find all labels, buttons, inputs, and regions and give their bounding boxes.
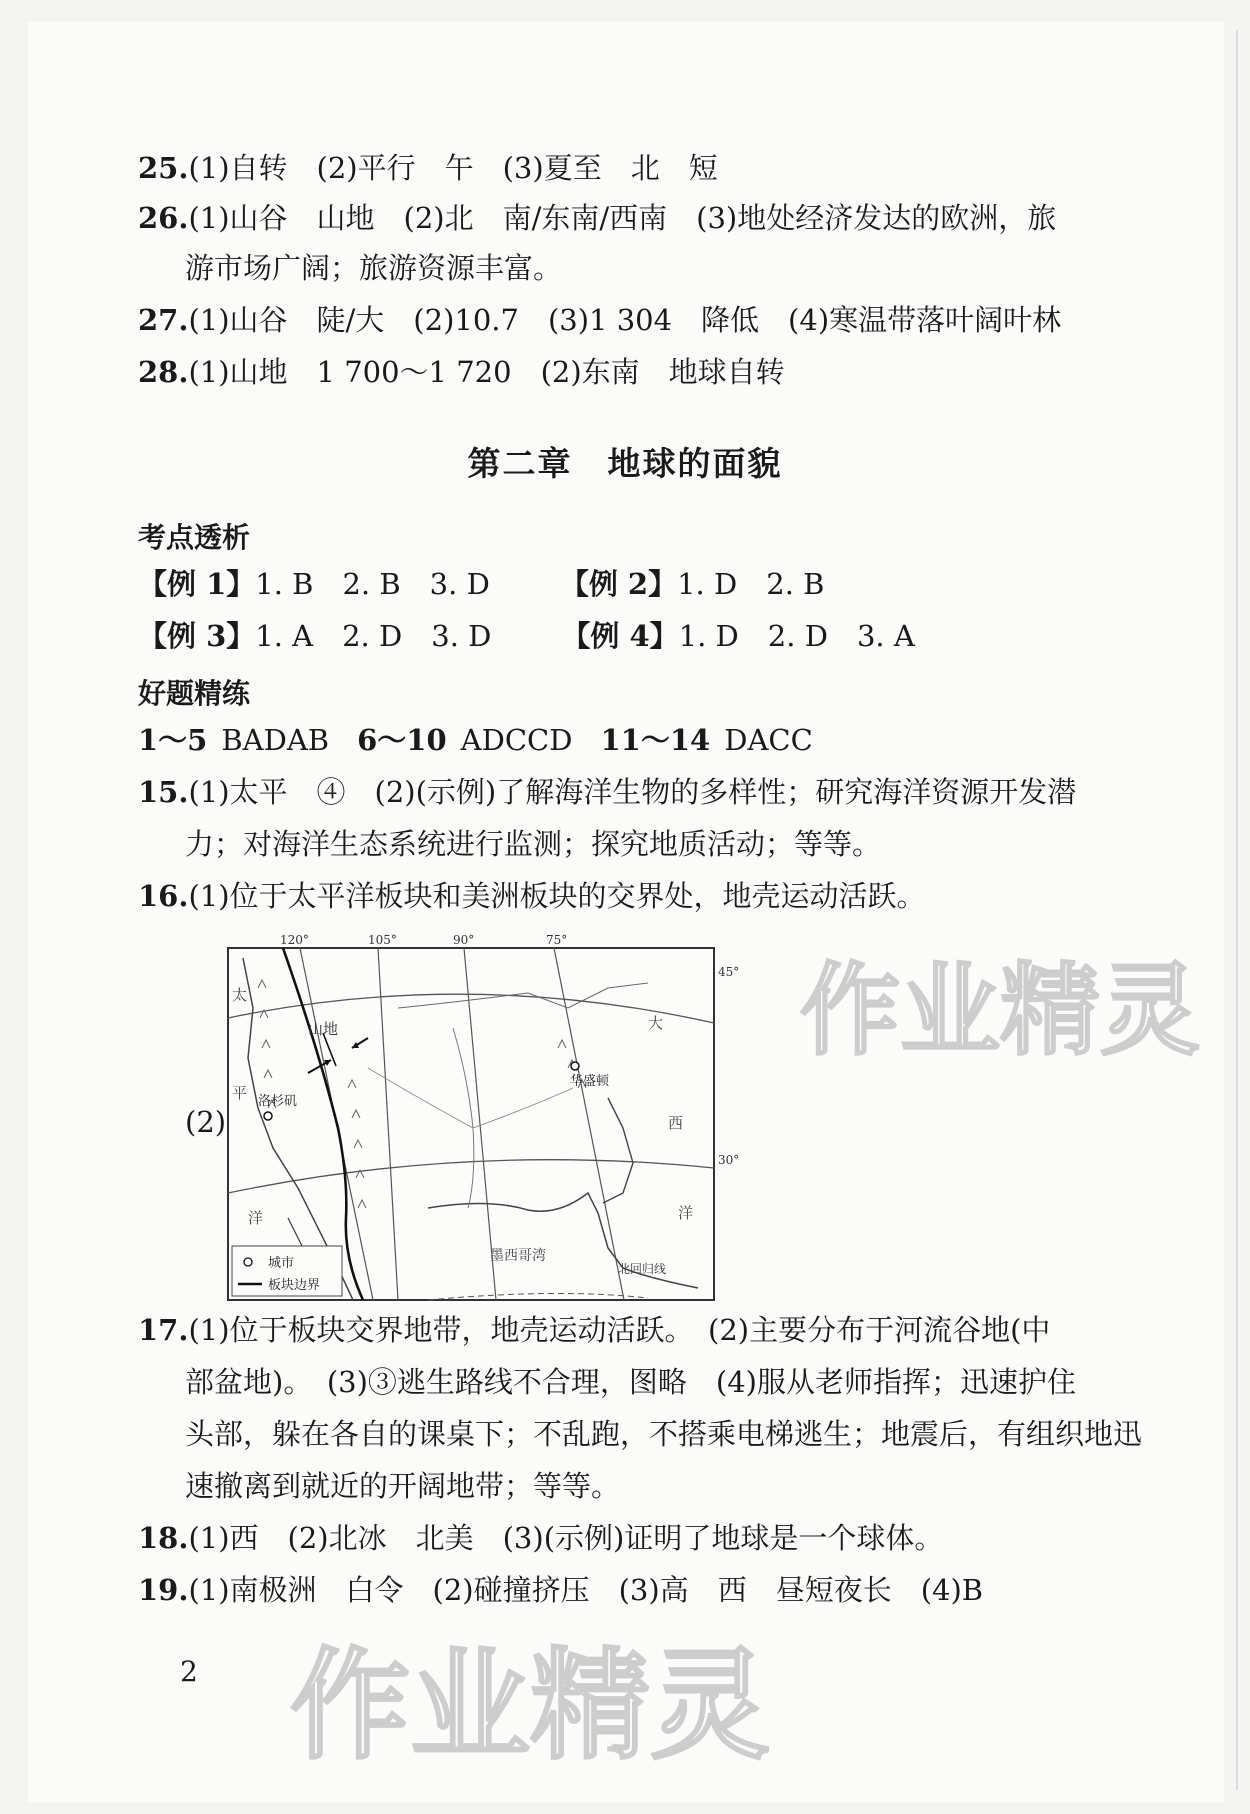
answer-15: 15.(1)太平 ④ (2)(示例)了解海洋生物的多样性；研究海洋资源开发潜 [138,775,1077,809]
ocean-left-3: 洋 [248,1209,264,1227]
lon-label-75: 75° [546,933,568,947]
tropic-label: 北回归线 [618,1262,667,1276]
answer-28: 28.(1)山地 1 700～1 720 (2)东南 地球自转 [138,355,785,389]
section-haoti: 好题精练 [138,677,251,710]
city-label-los-angeles: 洛杉矶 [258,1094,298,1109]
ocean-left-1: 太 [232,986,248,1004]
legend-boundary-text: 板块边界 [268,1278,321,1293]
answer-15-cont: 力；对海洋生态系统进行监测；探究地质活动；等等。 [185,827,882,861]
plate-boundary-map [228,933,740,1300]
chapter-title: 第二章 地球的面貌 [467,444,783,483]
map-subquestion-label: (2) [185,1105,227,1139]
page-edge-shadow [1236,30,1238,1790]
answer-17-cont-3: 速撤离到就近的开阔地带；等等。 [185,1469,621,1503]
answer-17: 17.(1)位于板块交界地带，地壳运动活跃。 (2)主要分布于河流谷地(中 [138,1313,1051,1347]
ocean-left-2: 平 [232,1084,248,1102]
page-number: 2 [180,1655,198,1688]
answer-27: 27.(1)山谷 陡/大 (2)10.7 (3)1 304 降低 (4)寒温带落叶阔叶林 [138,303,1062,337]
example-row-2: 【例 3】1. A 2. D 3. D 【例 4】1. D 2. D 3. A [138,619,915,653]
city-label-washington: 华盛顿 [570,1074,610,1089]
lon-label-120: 120° [280,933,309,947]
answer-19: 19.(1)南极洲 白令 (2)碰撞挤压 (3)高 西 昼短夜长 (4)B [138,1573,984,1607]
legend-city-symbol [244,1258,252,1266]
watermark-top: 作业精灵 [800,952,1200,1069]
gulf-label: 墨西哥湾 [490,1248,546,1264]
lat-label-30: 30° [718,1153,740,1167]
watermark-bottom: 作业精灵 [290,1637,770,1776]
ocean-right-1: 大 [648,1014,664,1032]
multiple-choice-answers: 1～5 BADAB 6～10 ADCCD 11～14 DACC [138,723,813,757]
answer-17-cont-2: 头部，躲在各自的课桌下；不乱跑，不搭乘电梯逃生；地震后，有组织地迅 [185,1417,1143,1451]
answer-18: 18.(1)西 (2)北冰 北美 (3)(示例)证明了地球是一个球体。 [138,1521,944,1555]
lon-label-90: 90° [453,933,475,947]
answer-26-cont: 游市场广阔；旅游资源丰富。 [185,251,563,285]
example-row-1: 【例 1】1. B 2. B 3. D 【例 2】1. D 2. B [138,567,825,601]
section-kaodian: 考点透析 [138,521,251,554]
ocean-right-2: 西 [668,1114,684,1132]
lat-label-45: 45° [718,965,740,979]
legend-city-text: 城市 [268,1256,295,1271]
mountain-label: 山地 [308,1020,339,1038]
answer-16: 16.(1)位于太平洋板块和美洲板块的交界处，地壳运动活跃。 [138,879,926,913]
city-los-angeles-marker [264,1112,272,1120]
answer-17-cont-1: 部盆地)。 (3)③逃生路线不合理，图略 (4)服从老师指挥；迅速护住 [185,1365,1076,1399]
answer-26: 26.(1)山谷 山地 (2)北 南/东南/西南 (3)地处经济发达的欧洲，旅 [138,201,1057,235]
ocean-right-3: 洋 [678,1204,694,1222]
answer-25: 25.(1)自转 (2)平行 午 (3)夏至 北 短 [138,151,718,185]
city-washington-marker [571,1062,579,1070]
lon-label-105: 105° [368,933,397,947]
